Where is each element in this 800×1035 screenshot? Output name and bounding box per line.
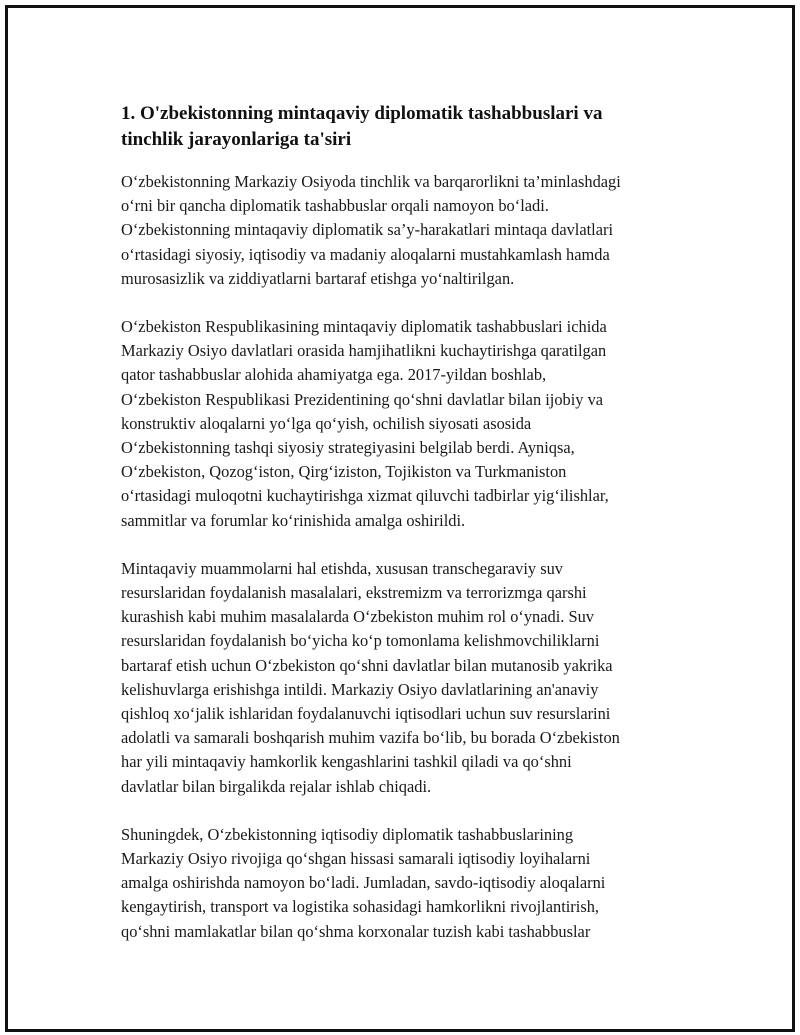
text-line: resurslaridan foydalanish bo‘yicha ko‘p tomonlama kelishmovchiliklarni [121, 631, 600, 651]
heading-line: 1. O'zbekistonning mintaqaviy diplomatik tashabbuslari va [121, 103, 603, 124]
text-line: murosasizlik va ziddiyatlarni bartaraf etishga yo‘naltirilgan. [121, 268, 515, 288]
text-line: O‘zbekistonning tashqi siyosiy strategiyasini belgilab berdi. Ayniqsa, [121, 438, 575, 458]
text-line: kurashish kabi muhim masalalarda O‘zbekiston muhim rol o‘ynadi. Suv [121, 607, 594, 627]
text-line: Mintaqaviy muammolarni hal etishda, xususan transchegaraviy suv [121, 558, 563, 578]
heading-line: tinchlik jarayonlariga ta'siri [121, 129, 352, 150]
text-line: o‘rni bir qancha diplomatik tashabbuslar orqali namoyon bo‘ladi. [121, 196, 549, 216]
text-line: qator tashabbuslar alohida ahamiyatga ega. 2017-yildan boshlab, [121, 365, 547, 385]
paragraph-2 [121, 315, 693, 533]
text-line: resurslaridan foydalanish masalalari, ekstremizm va terrorizmga qarshi [121, 583, 587, 603]
text-line: konstruktiv aloqalarni yo‘lga qo‘yish, ochilish siyosati asosida [121, 413, 532, 433]
text-line: Shuningdek, O‘zbekistonning iqtisodiy diplomatik tashabbuslarining [121, 824, 574, 844]
text-line: Markaziy Osiyo rivojiga qo‘shgan hissasi samarali iqtisodiy loyihalarni [121, 849, 591, 869]
text-line: bartaraf etish uchun O‘zbekiston qo‘shni davlatlar bilan mutanosib yakrika [121, 655, 613, 675]
text-line: O‘zbekiston, Qozog‘iston, Qirg‘iziston, Tojikiston va Turkmaniston [121, 462, 567, 482]
paragraph-3 [121, 557, 693, 799]
text-line: davlatlar bilan birgalikda rejalar ishlab chiqadi. [121, 776, 432, 796]
paragraph-4 [121, 823, 693, 944]
text-line: O‘zbekistonning mintaqaviy diplomatik sa’y-harakatlari mintaqa davlatlari [121, 220, 614, 240]
document-body [121, 101, 693, 968]
text-line: O‘zbekiston Respublikasi Prezidentining qo‘shni davlatlar bilan ijobiy va [121, 389, 604, 409]
paragraph-1 [121, 170, 693, 291]
text-line: o‘rtasidagi muloqotni kuchaytirishga xizmat qiluvchi tadbirlar yig‘ilishlar, [121, 486, 609, 506]
text-line: sammitlar va forumlar ko‘rinishida amalga oshirildi. [121, 510, 466, 530]
page-frame [5, 5, 795, 1032]
text-line: kelishuvlarga erishishga intildi. Markaziy Osiyo davlatlarining an'anaviy [121, 679, 599, 699]
text-line: Markaziy Osiyo davlatlari orasida hamjihatlikni kuchaytirishga qaratilgan [121, 341, 607, 361]
text-line: o‘rtasidagi siyosiy, iqtisodiy va madaniy aloqalarni mustahkamlash hamda [121, 244, 610, 264]
text-line: O‘zbekistonning Markaziy Osiyoda tinchlik va barqarorlikni ta’minlashdagi [121, 172, 621, 191]
text-line: kengaytirish, transport va logistika sohasidagi hamkorlikni rivojlantirish, [121, 897, 599, 917]
text-line: O‘zbekiston Respublikasining mintaqaviy diplomatik tashabbuslari ichida [121, 317, 607, 337]
text-line: qo‘shni mamlakatlar bilan qo‘shma korxonalar tuzish kabi tashabbuslar [121, 921, 591, 941]
section-heading [121, 101, 693, 153]
text-line: adolatli va samarali boshqarish muhim vazifa bo‘lib, bu borada O‘zbekiston [121, 728, 620, 748]
text-line: har yili mintaqaviy hamkorlik kengashlarini tashkil qiladi va qo‘shni [121, 752, 572, 772]
text-line: qishloq xo‘jalik ishlaridan foydalanuvchi iqtisodlari uchun suv resurslarini [121, 704, 611, 724]
text-line: amalga oshirishda namoyon bo‘ladi. Jumladan, savdo-iqtisodiy aloqalarni [121, 873, 606, 893]
